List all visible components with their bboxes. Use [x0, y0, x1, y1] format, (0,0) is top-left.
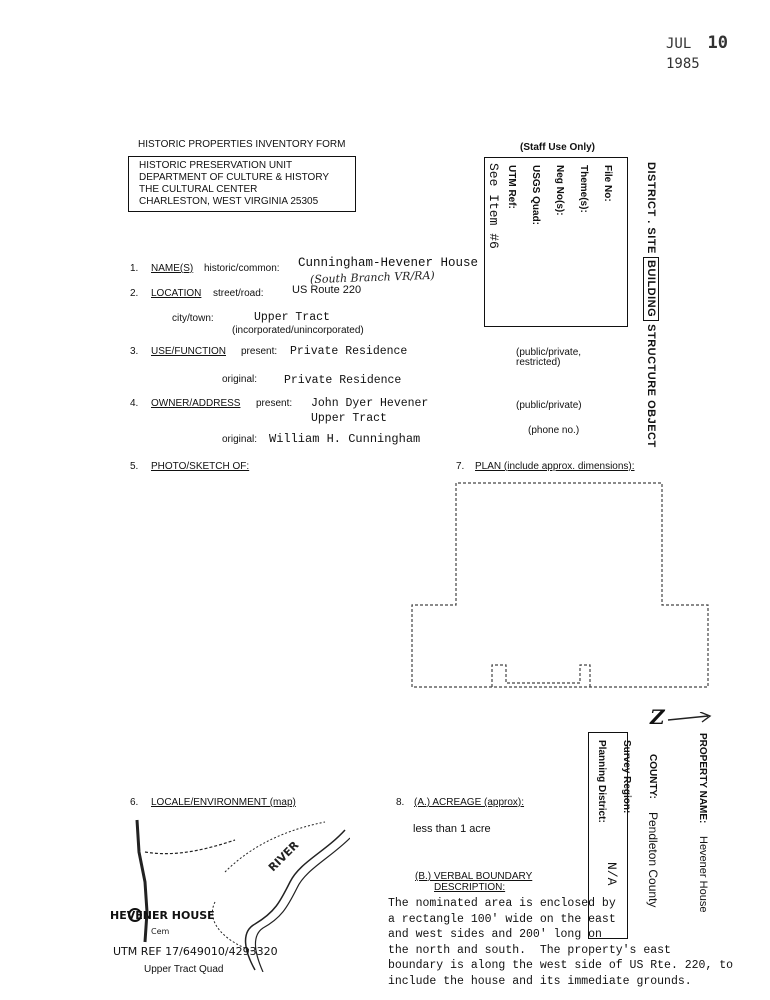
item1-handwritten: (South Branch VR/RA) — [309, 268, 435, 287]
item3-original-label: original: — [222, 374, 258, 385]
z-mark: Z — [650, 705, 665, 729]
date-stamp — [666, 33, 770, 73]
map-quad-label: Upper Tract Quad — [144, 964, 224, 975]
plan-outline — [412, 483, 708, 687]
agency-line-1: HISTORIC PRESERVATION UNIT — [139, 160, 293, 171]
stamp-year: 1985 — [666, 56, 700, 72]
item5-num: 5. — [130, 461, 139, 472]
boundary-line-3: and west sides and 200' long on — [388, 928, 602, 941]
item8-acreage: less than 1 acre — [413, 823, 491, 835]
item8-label-b2: DESCRIPTION: — [434, 882, 506, 893]
map-house-text: HEVENER HOUSE — [110, 909, 215, 922]
agency-line-4: CHARLESTON, WEST VIRGINIA 25305 — [139, 196, 319, 207]
stamp-month: JUL — [666, 36, 692, 52]
map-contour — [145, 840, 235, 854]
na-value: N/A — [604, 862, 619, 886]
boundary-line-1: The nominated area is enclosed by — [388, 897, 616, 910]
locale-map — [105, 812, 350, 972]
plan-porch — [492, 665, 590, 687]
item4-present-label: present: — [256, 398, 293, 409]
category-structure: STRUCTURE — [645, 324, 657, 397]
map-cem-text: Cem — [151, 927, 170, 936]
z-arrow — [666, 712, 716, 726]
item7-num: 7. — [456, 461, 465, 472]
stamp-day: 10 — [707, 33, 729, 53]
floor-plan-drawing — [400, 475, 720, 715]
item2-city-value: Upper Tract — [254, 311, 330, 324]
item8-label-a: (A.) ACREAGE (approx): — [414, 797, 525, 808]
staff-utm: UTM Ref: — [506, 165, 517, 209]
agency-line-3: THE CULTURAL CENTER — [139, 184, 258, 195]
category-site: SITE — [645, 227, 657, 254]
item2-city-label: city/town: — [172, 313, 214, 324]
map-road — [137, 820, 147, 942]
staff-use-header: (Staff Use Only) — [520, 142, 596, 153]
staff-see-item: See Item #6 — [486, 163, 501, 249]
item8-num: 8. — [396, 797, 405, 808]
item1-label: NAME(S) — [151, 263, 194, 274]
county-value: Pendleton County — [646, 812, 660, 908]
item3-present-label: present: — [241, 346, 278, 357]
category-list: DISTRICT . SITE BUILDING STRUCTURE OBJECT — [645, 162, 657, 448]
item3-present-value: Private Residence — [290, 345, 408, 358]
item7-label: PLAN (include approx. dimensions): — [475, 461, 635, 472]
category-object: OBJECT — [645, 400, 657, 448]
planning-district-label: Planning District: — [596, 740, 607, 823]
property-name-value: Hevener House — [697, 836, 709, 913]
item2-num: 2. — [130, 288, 139, 299]
agency-line-2: DEPARTMENT OF CULTURE & HISTORY — [139, 172, 330, 183]
item3-public-present: (public/private, restricted) — [516, 347, 582, 368]
item2-sub: street/road: — [213, 288, 264, 299]
item3-original-value: Private Residence — [284, 374, 402, 387]
item4-phone: (phone no.) — [528, 425, 580, 436]
category-district: DISTRICT — [645, 162, 657, 217]
boundary-line-2: a rectangle 100' wide on the east — [388, 912, 616, 926]
staff-themes: Theme(s): — [578, 165, 589, 213]
staff-usgs: USGS Quad: — [530, 165, 541, 226]
item3-num: 3. — [130, 346, 139, 357]
item4-num: 4. — [130, 398, 139, 409]
map-river-text: RIVER — [265, 838, 302, 875]
item4-public-private: (public/private) — [516, 400, 582, 411]
item4-original-value: William H. Cunningham — [269, 432, 421, 446]
item2-value: US Route 220 — [292, 284, 362, 296]
category-building: BUILDING — [643, 257, 659, 320]
item8-label-b: (B.) VERBAL BOUNDARY — [415, 871, 533, 882]
boundary-line-5: boundary is along the west side of US Rte. 220, to — [388, 959, 734, 972]
survey-region-label: Survey Region: — [621, 740, 632, 814]
staff-neg-nos: Neg No(s): — [554, 165, 565, 216]
item4-owner-2: Upper Tract — [311, 412, 387, 425]
form-title: HISTORIC PROPERTIES INVENTORY FORM — [138, 139, 346, 150]
property-name-label: PROPERTY NAME: — [697, 733, 708, 824]
item4-label: OWNER/ADDRESS — [151, 398, 241, 409]
agency-box — [128, 156, 356, 212]
item2-label: LOCATION — [151, 288, 202, 299]
item4-original-label: original: — [222, 434, 258, 445]
staff-file-no: File No: — [602, 165, 613, 202]
item1-num: 1. — [130, 263, 139, 274]
item1-value: Cunningham-Hevener House — [298, 256, 479, 270]
item2-inc-note: (incorporated/unincorporated) — [232, 325, 364, 336]
item5-label: PHOTO/SKETCH OF: — [151, 461, 250, 472]
item4-owner-1: John Dyer Hevener — [311, 397, 429, 410]
boundary-line-4: the north and south. The property's east — [388, 943, 671, 957]
item3-label: USE/FUNCTION — [151, 346, 226, 357]
item6-num: 6. — [130, 797, 139, 808]
item1-sub: historic/common: — [204, 263, 280, 274]
county-label: COUNTY: — [647, 754, 658, 799]
boundary-description — [388, 896, 734, 989]
map-utm-text: UTM REF 17/649010/4293320 — [113, 945, 278, 958]
boundary-line-6: include the house and its immediate grounds. — [388, 974, 692, 988]
item6-label: LOCALE/ENVIRONMENT (map) — [151, 797, 296, 808]
